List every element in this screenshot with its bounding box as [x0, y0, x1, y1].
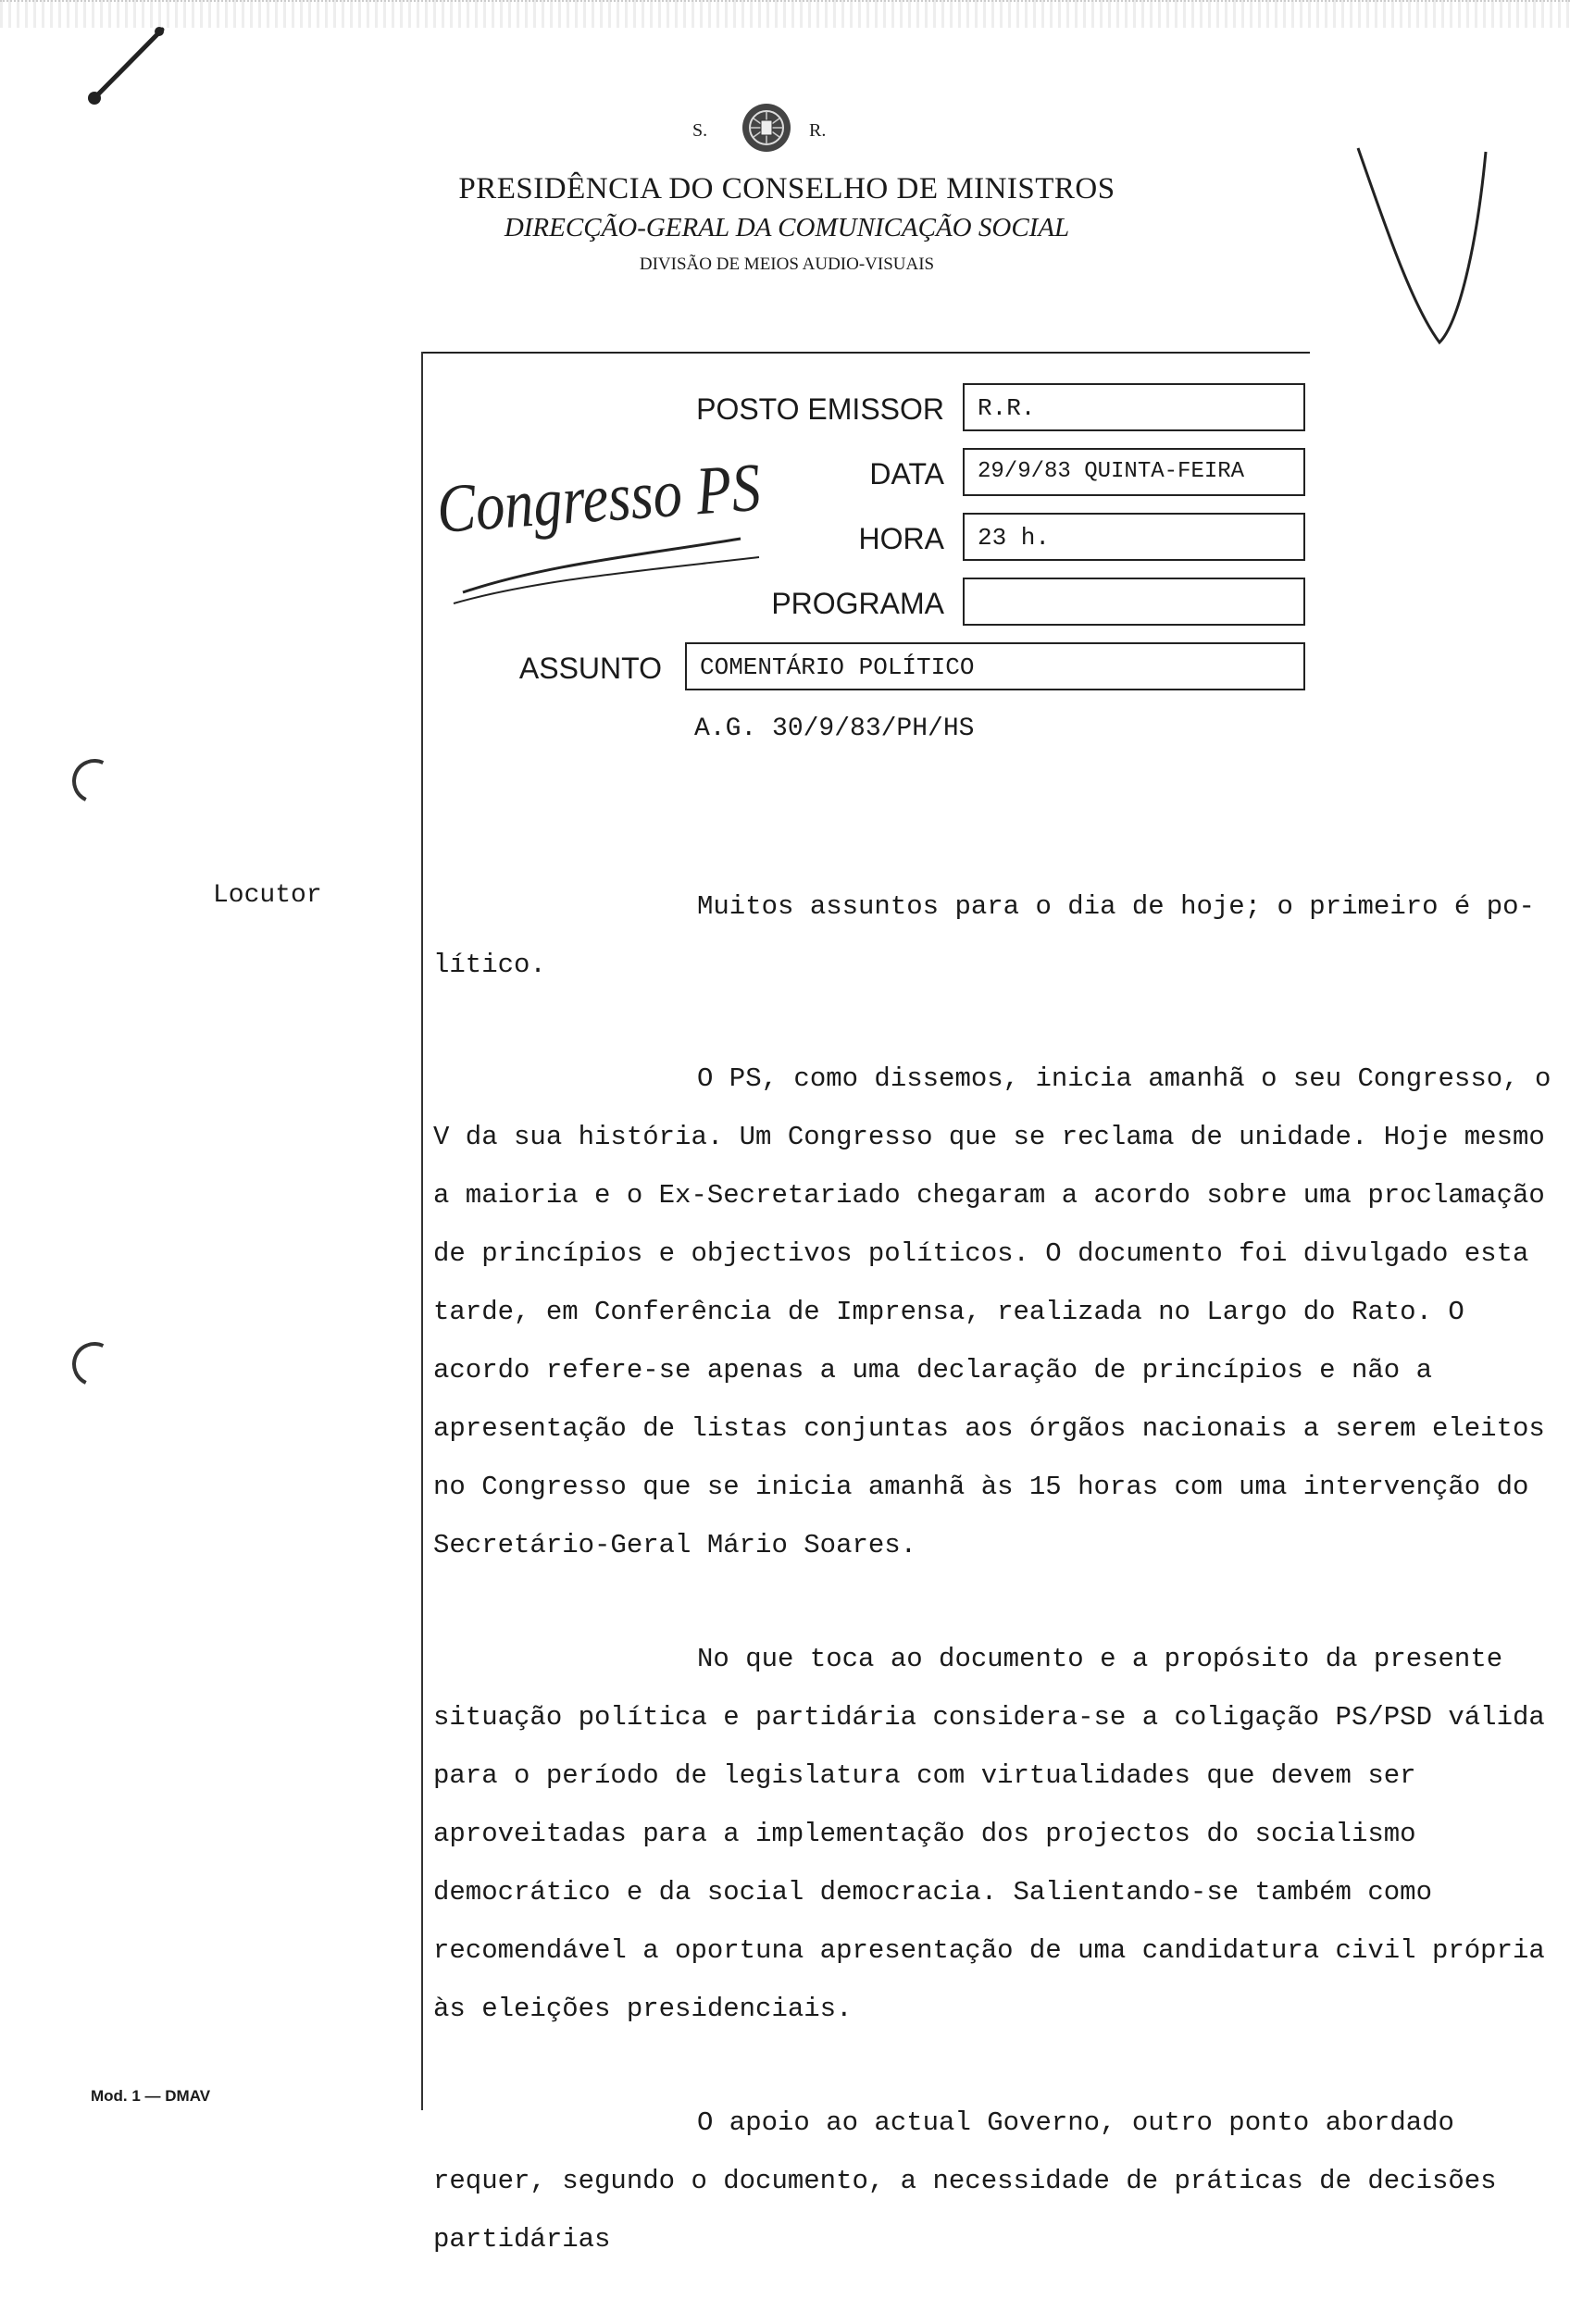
right-mark: R. — [809, 120, 827, 141]
posto-emissor-field: R.R. — [963, 383, 1305, 431]
coat-of-arms-icon — [739, 100, 794, 155]
margin-rule — [421, 352, 423, 2110]
form-code: Mod. 1 — DMAV — [91, 2087, 211, 2105]
header-subtitle: DIRECÇÃO-GERAL DA COMUNICAÇÃO SOCIAL — [504, 213, 1070, 242]
form-top-border — [421, 352, 1310, 354]
check-mark-icon — [1347, 139, 1514, 361]
reference-code: A.G. 30/9/83/PH/HS — [694, 715, 975, 743]
paragraph: Muitos assuntos para o dia de hoje; o primeiro é po-lítico. — [433, 891, 1535, 980]
transcript-body — [433, 877, 1563, 2324]
data-field: 29/9/83 QUINTA-FEIRA — [963, 448, 1305, 496]
paragraph: No que toca ao documento e a propósito da presente situação política e partidária considera-se a coligação PS/PSD válida para o período de legislatura com virtualidades que devem ser aproveitadas para a implementação dos projectos do socialismo democrático e da social democracia. Salientando-se também como recomendável a oportuna apresentação de uma candidatura civil própria às eleições presidenciais. — [433, 1644, 1545, 2024]
header-title: PRESIDÊNCIA DO CONSELHO DE MINISTROS — [458, 172, 1115, 205]
assunto-label: ASSUNTO — [518, 652, 662, 685]
punch-hole — [66, 752, 123, 810]
handwriting-scribble — [435, 435, 787, 620]
hora-label: HORA — [858, 522, 944, 555]
header-division: DIVISÃO DE MEIOS AUDIO-VISUAIS — [639, 255, 935, 274]
paragraph: O apoio ao actual Governo, outro ponto abordado requer, segundo o documento, a necessidade de práticas de decisões partidárias — [433, 2107, 1497, 2255]
posto-emissor-label: POSTO EMISSOR — [696, 392, 944, 426]
programa-field — [963, 578, 1305, 626]
assunto-field: COMENTÁRIO POLÍTICO — [685, 642, 1305, 690]
left-mark: S. — [692, 120, 708, 141]
pen-mark-icon — [74, 19, 176, 111]
hora-field: 23 h. — [963, 513, 1305, 561]
crest-row — [648, 96, 907, 155]
scan-edge-noise — [0, 0, 1570, 28]
svg-text:Congresso PS: Congresso PS — [435, 445, 787, 548]
handwritten-annotation — [435, 435, 787, 620]
punch-hole — [66, 1336, 123, 1393]
data-label: DATA — [869, 457, 944, 491]
paragraph: O PS, como dissemos, inicia amanhã o seu Congresso, o V da sua história. Um Congresso que se reclama de unidade. Hoje mesmo a maioria e o Ex-Secretariado chegaram a acordo sobre uma proclamação de princípios e objectivos políticos. O documento foi divulgado esta tarde, em Conferência de Imprensa, realizada no Largo do Rato. O acordo refere-se apenas a uma declaração de princípios e não a apresentação de listas conjuntas aos órgãos nacionais a serem eleitos no Congresso que se inicia amanhã às 15 horas com uma intervenção do Secretário-Geral Mário Soares. — [433, 1063, 1551, 1560]
programa-label: PROGRAMA — [771, 587, 944, 620]
speaker-label: Locutor — [213, 881, 322, 910]
